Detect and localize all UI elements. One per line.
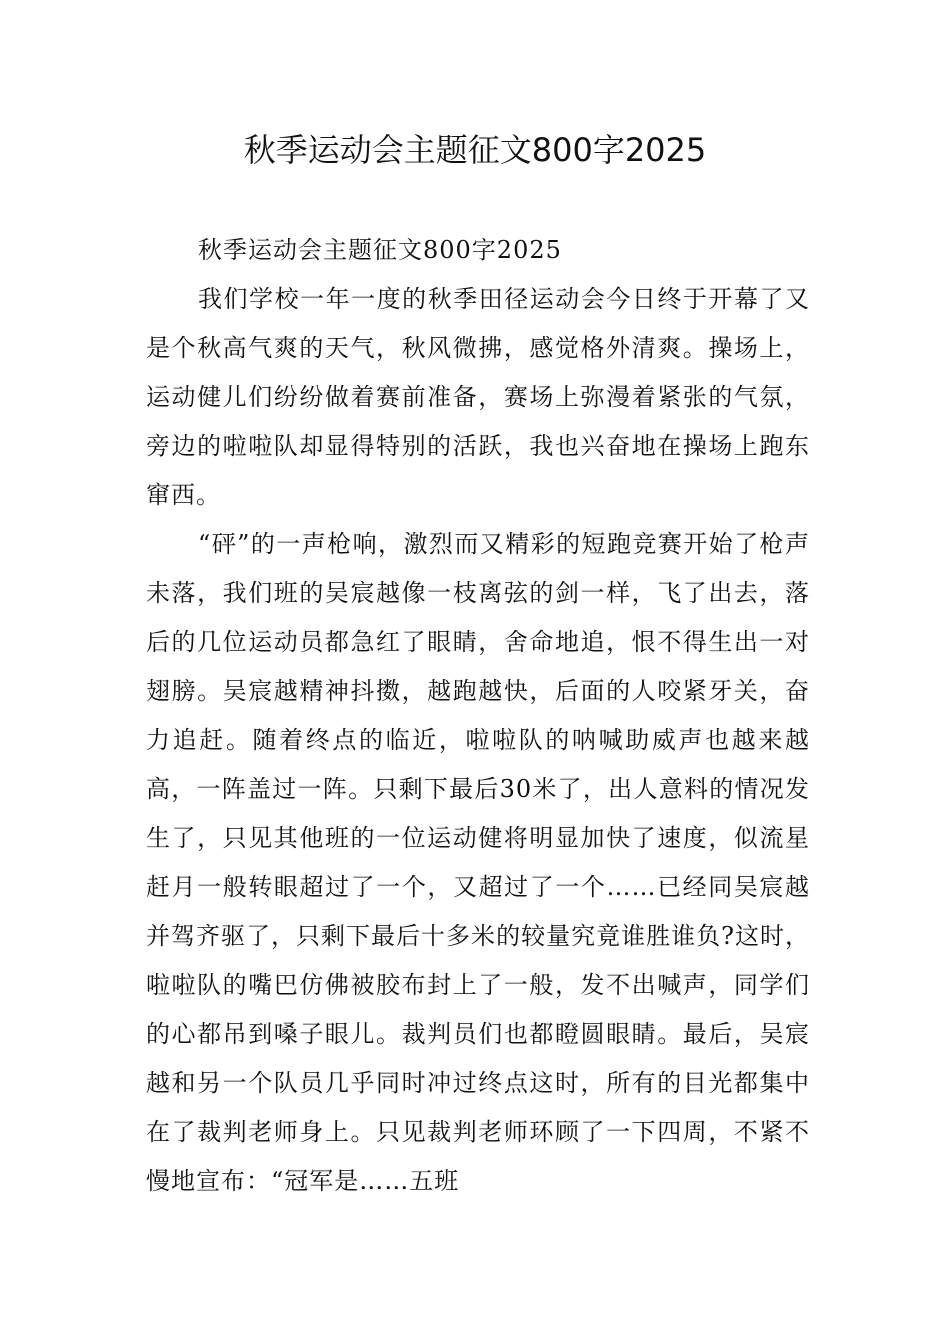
document-body bbox=[146, 226, 810, 1206]
paragraph-opening: 我们学校一年一度的秋季田径运动会今日终于开幕了又是个秋高气爽的天气，秋风微拂，感觉格外清爽。操场上，运动健儿们纷纷做着赛前准备，赛场上弥漫着紧张的气氛，旁边的啦啦队却显得特别的活跃，我也兴奋地在操场上跑东窜西。 bbox=[146, 285, 810, 509]
paragraph-race: “砰”的一声枪响，激烈而又精彩的短跑竞赛开始了枪声未落，我们班的吴宸越像一枝离弦的剑一样，飞了出去，落后的几位运动员都急红了眼睛，舍命地追，恨不得生出一对翅膀。吴宸越精神抖擞，越跑越快，后面的人咬紧牙关，奋力追赶。随着终点的临近，啦啦队的呐喊助威声也越来越高，一阵盖过一阵。只剩下最后30米了，出人意料的情况发生了，只见其他班的一位运动健将明显加快了速度，似流星赶月一般转眼超过了一个，又超过了一个……已经同吴宸越并驾齐驱了，只剩下最后十多米的较量究竟谁胜谁负?这时，啦啦队的嘴巴仿佛被胶布封上了一般，发不出喊声，同学们的心都吊到嗓子眼儿。裁判员们也都瞪圆眼睛。最后，吴宸越和另一个队员几乎同时冲过终点这时，所有的目光都集中在了裁判老师身上。只见裁判老师环顾了一下四周，不紧不慢地宣布：“冠军是……五班 bbox=[146, 530, 810, 1195]
document-title: 秋季运动会主题征文800字2025 bbox=[243, 131, 707, 169]
paragraph-subtitle: 秋季运动会主题征文800字2025 bbox=[198, 236, 562, 264]
